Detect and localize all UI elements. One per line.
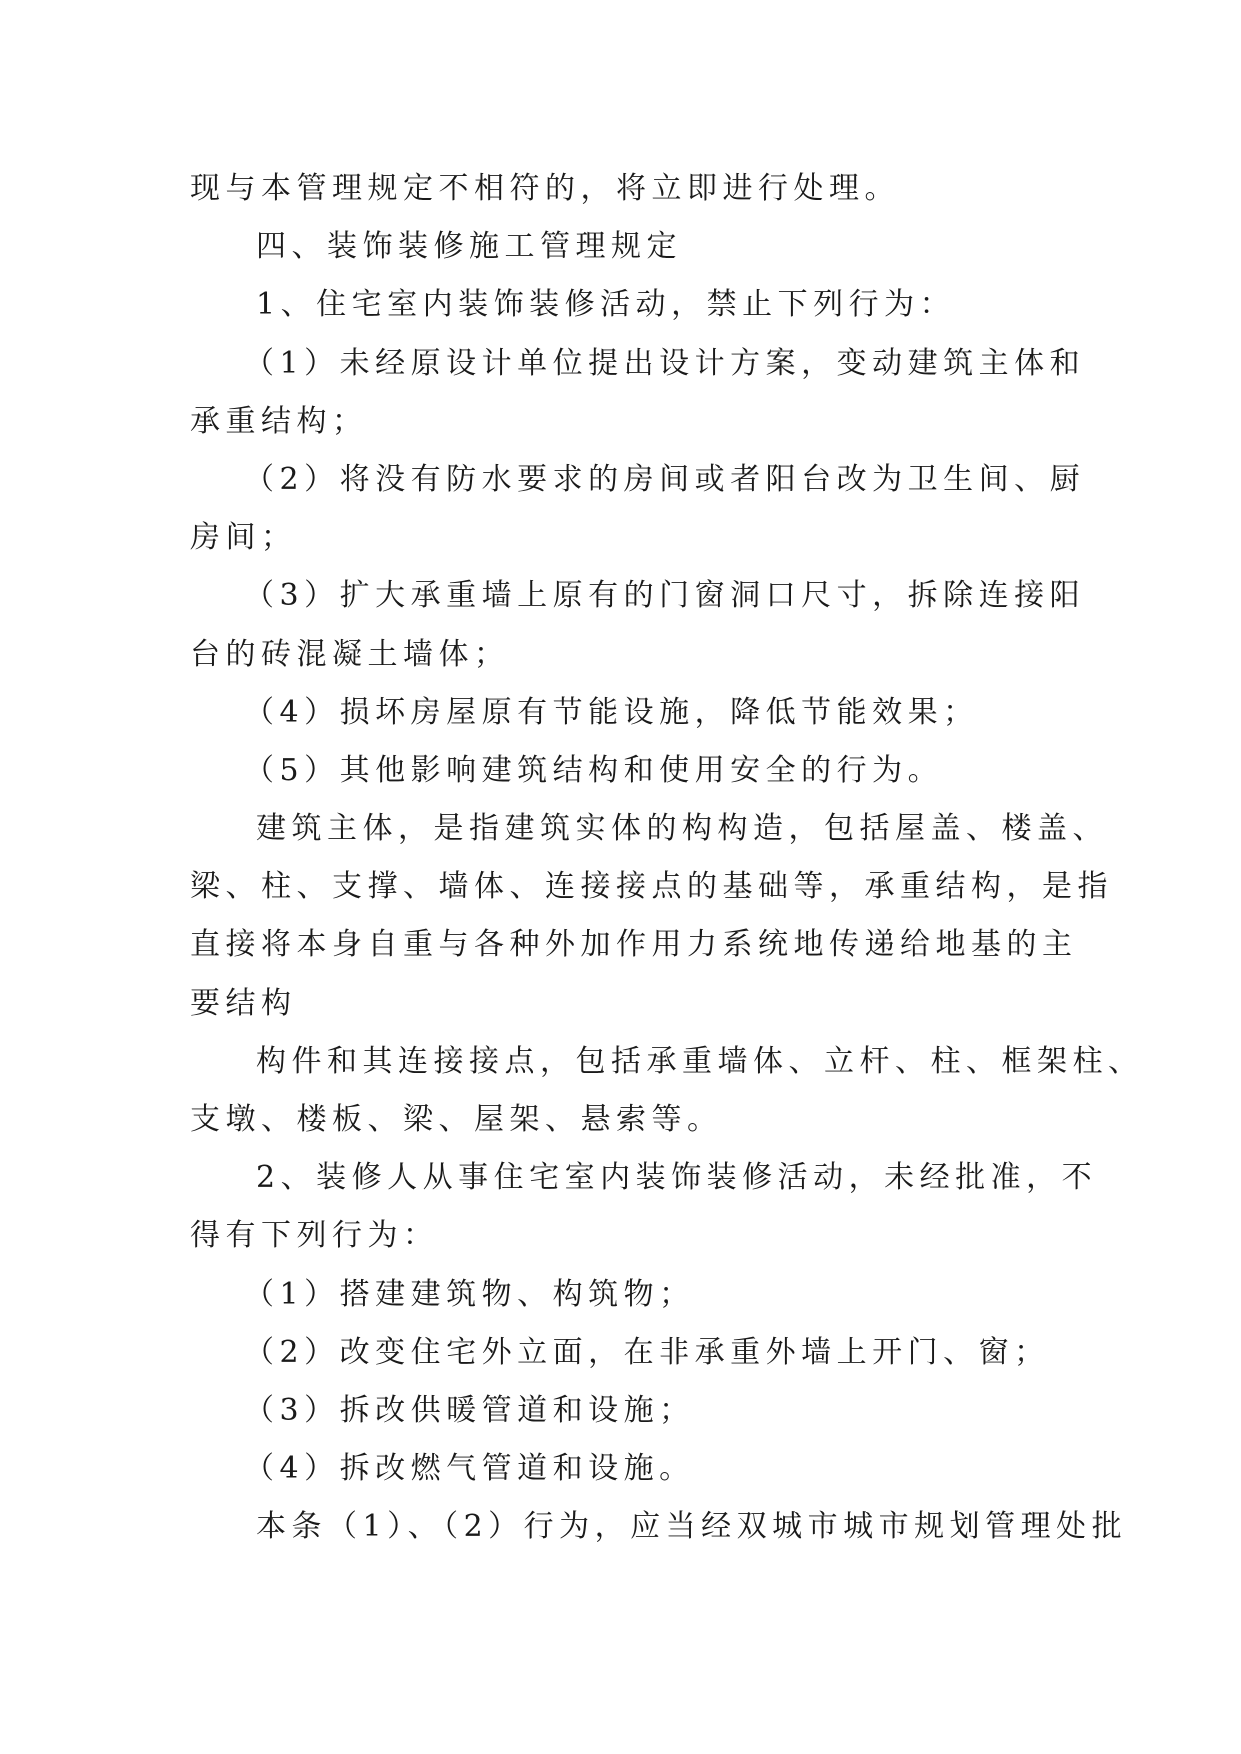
paragraph-line: 承重结构；	[190, 403, 368, 439]
paragraph-line: 直接将本身自重与各种外加作用力系统地传递给地基的主	[190, 927, 1078, 963]
list-item: （2）改变住宅外立面，在非承重外墙上开门、窗；	[244, 1334, 1050, 1370]
list-item: （4）拆改燃气管道和设施。	[244, 1451, 695, 1487]
list-item: （5）其他影响建筑结构和使用安全的行为。	[244, 752, 944, 788]
paragraph-line: 现与本管理规定不相符的，将立即进行处理。	[190, 171, 900, 206]
list-item: （2）将没有防水要求的房间或者阳台改为卫生间、厨	[244, 461, 1086, 497]
paragraph-line: 1、住宅室内装饰装修活动，禁止下列行为：	[256, 287, 956, 323]
paragraph-line: 2、装修人从事住宅室内装饰装修活动，未经批准，不	[256, 1160, 1098, 1196]
paragraph-line: 本条（1）、（2）行为，应当经双城市城市规划管理处批	[256, 1509, 1128, 1545]
section-heading: 四、装饰装修施工管理规定	[256, 229, 682, 265]
paragraph-line: 梁、柱、支撑、墙体、连接接点的基础等，承重结构，是指	[190, 869, 1113, 905]
paragraph-line: 支墩、楼板、梁、屋架、悬索等。	[190, 1102, 723, 1137]
paragraph-line: 要结构	[190, 985, 297, 1021]
paragraph-line: 构件和其连接接点，包括承重墙体、立杆、柱、框架柱、	[256, 1043, 1144, 1079]
list-item: （1）未经原设计单位提出设计方案，变动建筑主体和	[244, 345, 1086, 381]
list-item: （4）损坏房屋原有节能设施，降低节能效果；	[244, 694, 979, 730]
paragraph-line: 台的砖混凝土墙体；	[190, 636, 510, 672]
paragraph-line: 得有下列行为：	[190, 1218, 439, 1254]
list-item: （3）扩大承重墙上原有的门窗洞口尺寸，拆除连接阳	[244, 578, 1086, 614]
paragraph-line: 建筑主体，是指建筑实体的构构造，包括屋盖、楼盖、	[256, 811, 1108, 847]
list-item: （3）拆改供暖管道和设施；	[244, 1392, 695, 1428]
list-item: （1）搭建建筑物、构筑物；	[244, 1276, 695, 1312]
document-body	[190, 160, 1144, 1557]
paragraph-line: 房间；	[190, 520, 297, 556]
